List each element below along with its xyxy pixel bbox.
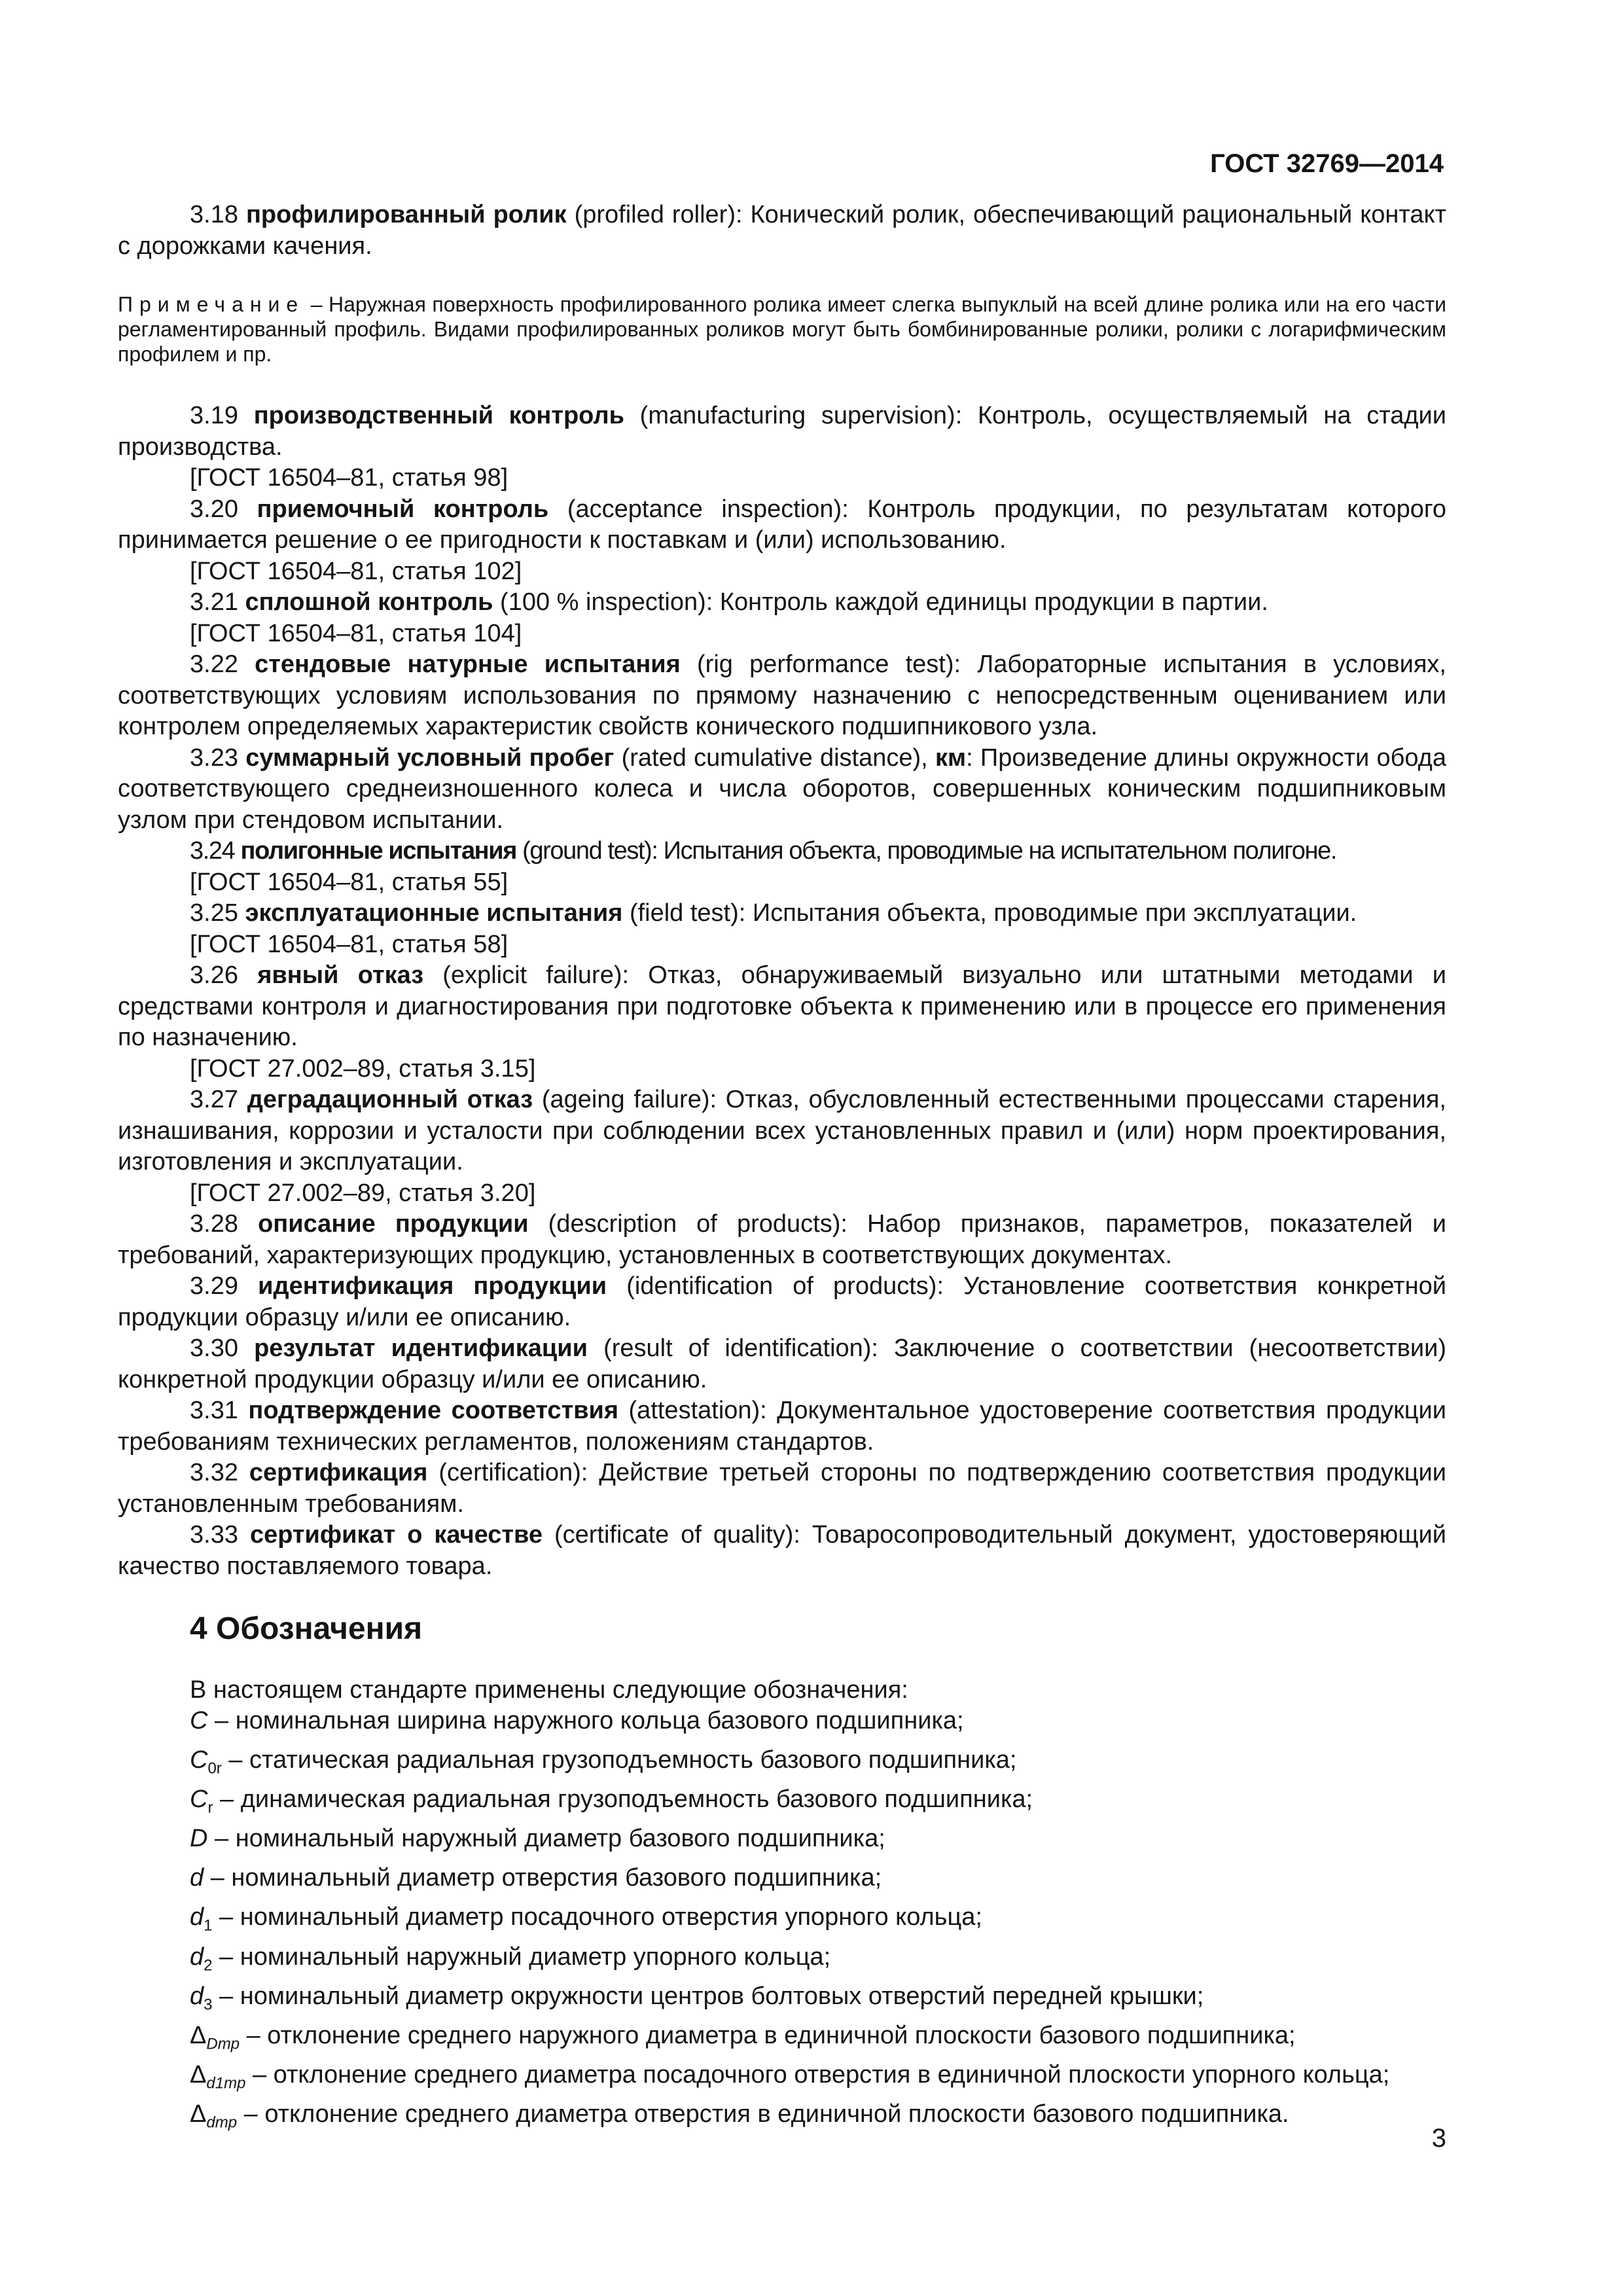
page-number: 3 (1431, 2124, 1446, 2153)
symbol-description: – номинальная ширина наружного кольца базового подшипника; (207, 1707, 964, 1734)
term-reference: [ГОСТ 27.002–89, статья 3.20] (190, 1179, 536, 1207)
symbol: C (190, 1707, 208, 1734)
symbol: d (190, 1982, 204, 2010)
term-reference: [ГОСТ 16504–81, статья 58] (190, 930, 508, 958)
symbol-item (118, 1902, 1446, 1941)
term-definition: (field test): Испытания объекта, проводимые при эксплуатации. (622, 899, 1357, 927)
note-label: Примечание (118, 293, 305, 316)
term-reference: [ГОСТ 16504–81, статья 104] (190, 619, 522, 647)
term-number: 3.31 (190, 1397, 238, 1424)
symbol: d (190, 1943, 204, 1971)
symbol-subscript: 2 (204, 1956, 213, 1975)
symbol-item (118, 1784, 1446, 1823)
symbol-item (118, 2060, 1446, 2099)
symbol-subscript: 3 (204, 1996, 213, 2014)
term-3-21 (118, 587, 1446, 619)
term-3-32 (118, 1458, 1446, 1520)
symbol-subscript: d1mp (206, 2074, 246, 2092)
symbol-item (118, 1863, 1446, 1902)
term-number: 3.24 (190, 837, 235, 865)
term-3-20 (118, 494, 1446, 556)
term-name: сертификация (249, 1459, 428, 1486)
symbol-description: – отклонение среднего диаметра посадочного отверстия в единичной плоскости упорного кольца; (245, 2060, 1390, 2089)
term-definition: (acceptance inspection): Контроль продукции, по результатам которого принимается решение о ее пригодности к поставкам и (или) использованию. (118, 495, 1446, 554)
term-name: эксплуатационные испытания (245, 899, 623, 927)
symbol: D (190, 1825, 208, 1853)
term-number: 3.28 (190, 1210, 238, 1238)
term-3-22 (118, 649, 1446, 743)
term-reference: [ГОСТ 16504–81, статья 102] (190, 557, 522, 585)
section-intro: В настоящем стандарте применены следующие обозначения: (190, 1676, 908, 1704)
term-number: 3.19 (190, 402, 238, 429)
term-number: 3.29 (190, 1272, 238, 1300)
term-definition: (certification): Действие третьей стороны по подтверждению соответствия продукции установленным требованиям. (118, 1459, 1447, 1518)
term-3-23 (118, 743, 1446, 836)
term-reference: [ГОСТ 16504–81, статья 98] (190, 464, 508, 492)
term-name: подтверждение соответствия (248, 1397, 619, 1424)
term-definition: (rig performance test): Лабораторные испытания в условиях, соответствующих условиям использования по прямому назначению с непосредственным оцениванием или контролем определяемых характеристик свойств конического подшипникового узла. (118, 651, 1446, 740)
term-name: описание продукции (258, 1210, 529, 1238)
term-definition: (100 % inspection): Контроль каждой единицы продукции в партии. (493, 588, 1268, 616)
symbol-item (118, 2099, 1446, 2138)
term-number: 3.32 (190, 1459, 238, 1486)
document-header: ГОСТ 32769—2014 (1210, 149, 1444, 178)
symbol-subscript: r (207, 1799, 213, 1817)
term-number: 3.20 (190, 495, 238, 523)
symbol-item (118, 1823, 1446, 1863)
term-3-18 (118, 200, 1446, 262)
symbol: Δ (190, 2100, 207, 2128)
term-number: 3.21 (190, 588, 238, 616)
term-number: 3.27 (190, 1086, 238, 1113)
symbol: C (190, 1785, 208, 1814)
term-number: 3.18 (190, 201, 238, 228)
symbol-subscript: 1 (204, 1917, 213, 1935)
symbol-subscript: dmp (206, 2113, 238, 2132)
symbol-description: – номинальный диаметр отверстия базового подшипника; (204, 1864, 882, 1892)
symbol: d (190, 1864, 204, 1892)
term-definition-cont: : Произведение длины окружности обода соответствующего среднеизношенного колеса и числа оборотов, совершенных коническим подшипниковым узлом при стендовом испытании. (118, 744, 1446, 834)
term-3-19 (118, 401, 1446, 463)
term-reference: [ГОСТ 16504–81, статья 55] (190, 868, 508, 896)
symbol-description: – номинальный наружный диаметр упорного кольца; (212, 1943, 831, 1971)
symbol-description: – номинальный наружный диаметр базового подшипника; (207, 1825, 885, 1853)
term-name: сертификат о качестве (249, 1521, 543, 1549)
symbols-list (118, 1706, 1446, 2138)
symbol-subscript: 0r (207, 1759, 222, 1778)
symbol: C (190, 1746, 208, 1774)
symbol-item (118, 1981, 1446, 2020)
term-definition: (result of identification): Заключение о соответствии (несоответствии) конкретной продукции образцу и/или ее описанию. (118, 1335, 1447, 1393)
term-definition: (rated cumulative distance), (614, 744, 935, 772)
symbol-item (118, 1706, 1446, 1745)
term-reference: [ГОСТ 27.002–89, статья 3.15] (190, 1054, 536, 1083)
term-name: производственный контроль (253, 402, 624, 429)
symbol-item (118, 1942, 1446, 1981)
term-3-30 (118, 1333, 1446, 1395)
term-number: 3.23 (190, 744, 238, 772)
term-definition: (manufacturing supervision): Контроль, осуществляемый на стадии производства. (118, 402, 1446, 461)
note (118, 292, 1446, 367)
term-name: результат идентификации (254, 1335, 588, 1362)
term-number: 3.33 (190, 1521, 238, 1549)
term-definition: (explicit failure): Отказ, обнаруживаемый визуально или штатными методами и средствами контроля и диагностирования при подготовке объекта к применению или в процессе его применения по назначению. (118, 961, 1446, 1051)
symbol-description: – отклонение среднего диаметра отверстия в единичной плоскости базового подшипника. (237, 2100, 1289, 2128)
term-3-24 (118, 836, 1446, 867)
term-name: стендовые натурные испытания (255, 651, 681, 678)
term-name: сплошной контроль (245, 588, 493, 616)
term-number: 3.26 (190, 961, 238, 989)
symbol-subscript: Dmp (206, 2035, 240, 2053)
symbol: Δ (190, 2060, 207, 2089)
term-name: приемочный контроль (257, 495, 549, 523)
symbol-item (118, 1745, 1446, 1784)
symbol: Δ (190, 2021, 207, 2049)
term-definition: (certificate of quality): Товаросопроводительный документ, удостоверяющий качество поставляемого товара. (118, 1521, 1447, 1580)
term-name: деградационный отказ (247, 1086, 533, 1113)
term-3-33 (118, 1520, 1446, 1582)
symbol-description: – отклонение среднего наружного диаметра в единичной плоскости базового подшипника; (240, 2021, 1296, 2049)
symbol-description: – номинальный диаметр посадочного отверстия упорного кольца; (212, 1903, 982, 1931)
term-name: явный отказ (257, 961, 424, 989)
symbol-item (118, 2020, 1446, 2060)
term-number: 3.30 (190, 1335, 238, 1362)
section-heading: 4 Обозначения (190, 1611, 423, 1646)
document-body (118, 200, 1446, 2138)
term-name: суммарный условный пробег (245, 744, 615, 772)
term-3-25 (118, 898, 1446, 929)
symbol-description: – динамическая радиальная грузоподъемность базового подшипника; (213, 1785, 1033, 1814)
term-definition: (ageing failure): Отказ, обусловленный естественными процессами старения, изнашивания, коррозии и усталости при соблюдении всех установленных правил и (или) норм проектирования, изготовления и эксплуатации. (118, 1086, 1446, 1175)
note-text: – Наружная поверхность профилированного ролика имеет слегка выпуклый на всей длине ролика или на его части регламентированный профиль. Видами профилированных роликов могут быть бомбинированные ролики, ролики с логарифмическим профилем и пр. (118, 293, 1446, 366)
term-unit: км (935, 744, 967, 772)
term-3-28 (118, 1209, 1446, 1271)
term-3-31 (118, 1395, 1446, 1458)
term-3-26 (118, 960, 1446, 1054)
term-number: 3.25 (190, 899, 238, 927)
term-definition: (identification of products): Установление соответствия конкретной продукции образцу и/или ее описанию. (118, 1272, 1446, 1331)
term-definition: (attestation): Документальное удостоверение соответствия продукции требованиям технических регламентов, положениям стандартов. (118, 1397, 1446, 1456)
term-3-29 (118, 1271, 1446, 1333)
term-number: 3.22 (190, 651, 238, 678)
term-definition: (description of products): Набор признаков, параметров, показателей и требований, характеризующих продукцию, установленных в соответствующих документах. (118, 1210, 1447, 1269)
term-name: полигонные испытания (240, 837, 516, 865)
term-definition: (profiled roller): Конический ролик, обеспечивающий рациональный контакт с дорожками качения. (118, 201, 1446, 260)
term-definition: (ground test): Испытания объекта, проводимые на испытательном полигоне. (516, 837, 1336, 865)
symbol-description: – статическая радиальная грузоподъемность базового подшипника; (221, 1746, 1017, 1774)
symbol-description: – номинальный диаметр окружности центров болтовых отверстий передней крышки; (212, 1982, 1204, 2010)
term-3-27 (118, 1085, 1446, 1178)
symbol: d (190, 1903, 204, 1931)
term-name: идентификация продукции (258, 1272, 607, 1300)
term-name: профилированный ролик (245, 201, 567, 228)
